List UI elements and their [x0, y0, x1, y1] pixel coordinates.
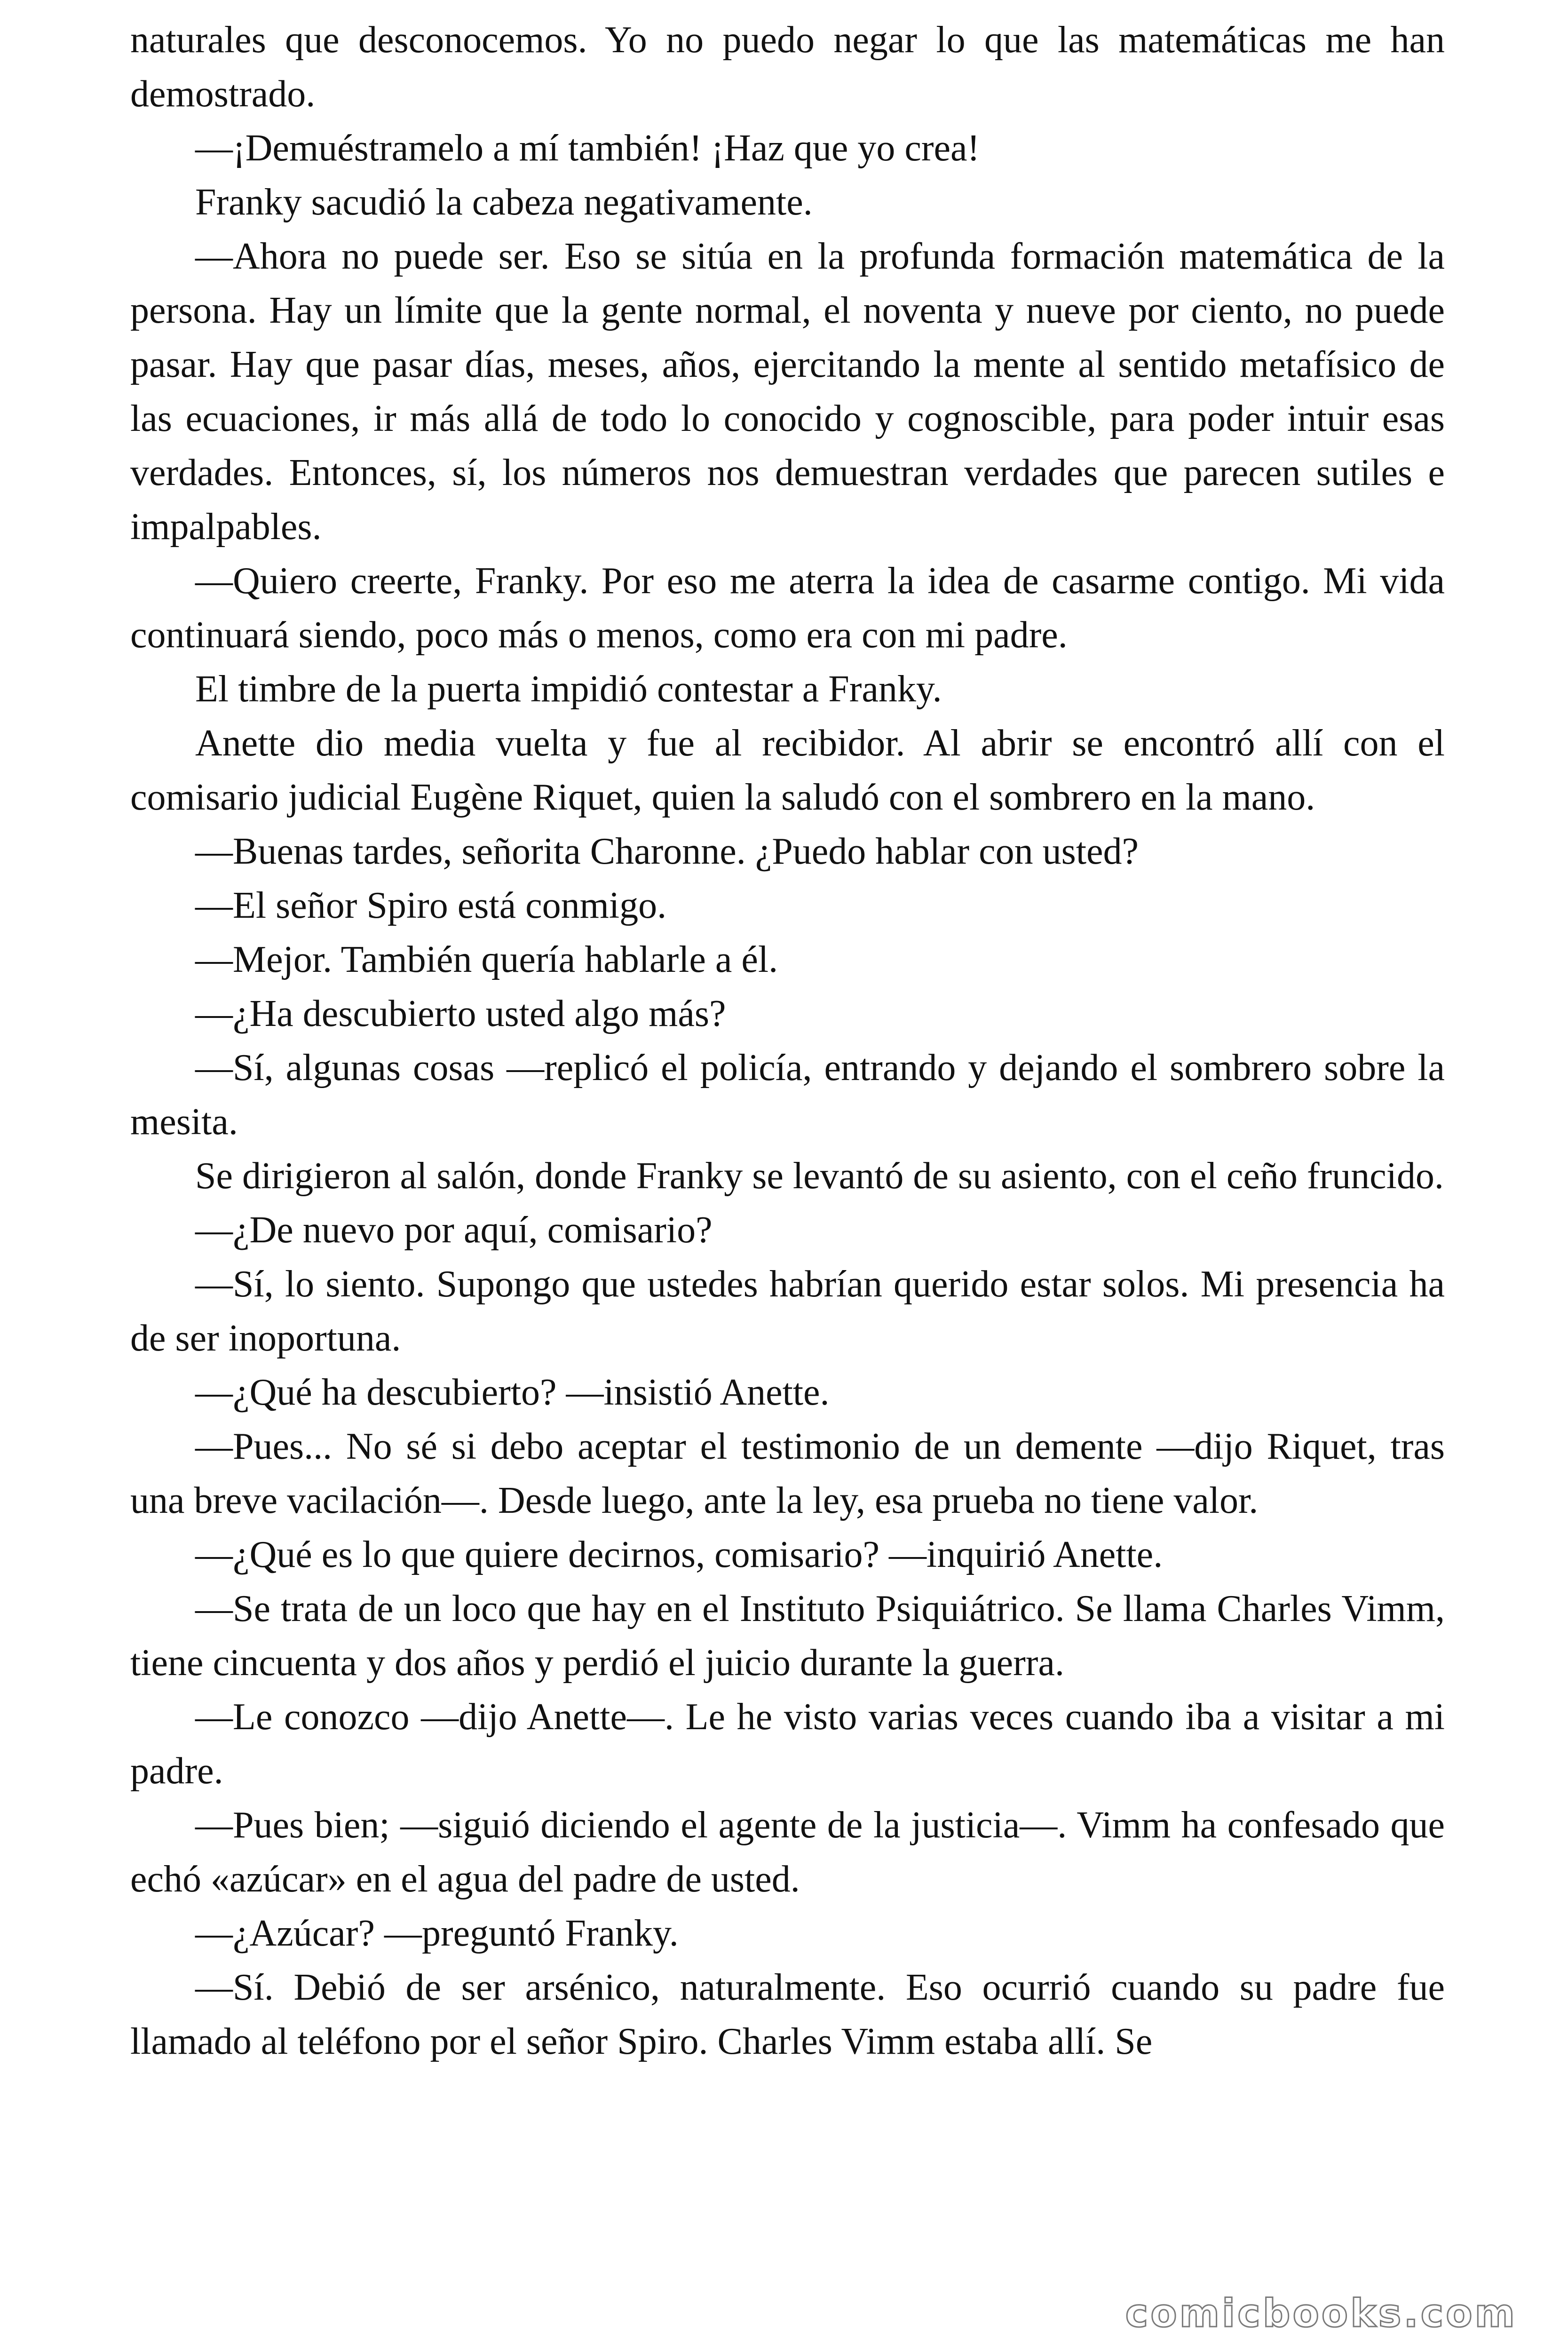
- watermark: comicbooks.com: [1125, 2291, 1517, 2336]
- paragraph: Franky sacudió la cabeza negativamente.: [195, 182, 813, 223]
- paragraph: —Buenas tardes, señorita Charonne. ¿Puedo hablar con usted?: [195, 831, 1139, 872]
- paragraph: —Sí, algunas cosas —replicó el policía, entrando y dejando el sombrero sobre la mesita.: [130, 1047, 1445, 1143]
- paragraph: El timbre de la puerta impidió contestar a Franky.: [195, 668, 942, 710]
- paragraph: —Pues bien; —siguió diciendo el agente de la justicia—. Vimm ha confesado que echó «azúcar» en el agua del padre de usted.: [130, 1804, 1445, 1900]
- paragraph: Anette dio media vuelta y fue al recibidor. Al abrir se encontró allí con el comisario judicial Eugène Riquet, quien la saludó con el sombrero en la mano.: [130, 723, 1445, 818]
- paragraph: —Le conozco —dijo Anette—. Le he visto varias veces cuando iba a visitar a mi padre.: [130, 1696, 1445, 1792]
- paragraph: —Se trata de un loco que hay en el Instituto Psiquiátrico. Se llama Charles Vimm, tiene cincuenta y dos años y perdió el juicio durante la guerra.: [130, 1588, 1445, 1684]
- paragraph: —¡Demuéstramelo a mí también! ¡Haz que yo crea!: [195, 127, 980, 169]
- paragraph: —¿Qué es lo que quiere decirnos, comisario? —inquirió Anette.: [195, 1534, 1163, 1575]
- paragraph: —Sí, lo siento. Supongo que ustedes habrían querido estar solos. Mi presencia ha de ser inoportuna.: [130, 1263, 1445, 1359]
- paragraph: —Ahora no puede ser. Eso se sitúa en la profunda formación matemática de la persona. Hay un límite que la gente normal, el noventa y nueve por ciento, no puede pasar. Hay que pasar días, meses, años, ejercitando la mente al sentido metafísico de las ecuaciones, ir más allá de todo lo conocido y cognoscible, para poder intuir esas verdades. Entonces, sí, los números nos demuestran verdades que parecen sutiles e impalpables.: [130, 236, 1445, 548]
- paragraph: —¿Qué ha descubierto? —insistió Anette.: [195, 1372, 830, 1413]
- body-text: [130, 13, 1445, 2069]
- paragraph: —Pues... No sé si debo aceptar el testimonio de un demente —dijo Riquet, tras una breve vacilación—. Desde luego, ante la ley, esa prueba no tiene valor.: [130, 1426, 1445, 1521]
- paragraph: —¿De nuevo por aquí, comisario?: [195, 1209, 713, 1251]
- paragraph: —¿Ha descubierto usted algo más?: [195, 993, 726, 1034]
- paragraph: —Mejor. También quería hablarle a él.: [195, 939, 778, 980]
- paragraph: Se dirigieron al salón, donde Franky se levantó de su asiento, con el ceño fruncido.: [195, 1155, 1444, 1197]
- paragraph: —¿Azúcar? —preguntó Franky.: [195, 1913, 679, 1954]
- paragraph: —Quiero creerte, Franky. Por eso me aterra la idea de casarme contigo. Mi vida continuará siendo, poco más o menos, como era con mi padre.: [130, 560, 1445, 656]
- paragraph: —El señor Spiro está conmigo.: [195, 885, 667, 926]
- paragraph: —Sí. Debió de ser arsénico, naturalmente. Eso ocurrió cuando su padre fue llamado al teléfono por el señor Spiro. Charles Vimm estaba allí. Se: [130, 1967, 1445, 2062]
- paragraph: naturales que desconocemos. Yo no puedo negar lo que las matemáticas me han demostrado.: [130, 19, 1445, 115]
